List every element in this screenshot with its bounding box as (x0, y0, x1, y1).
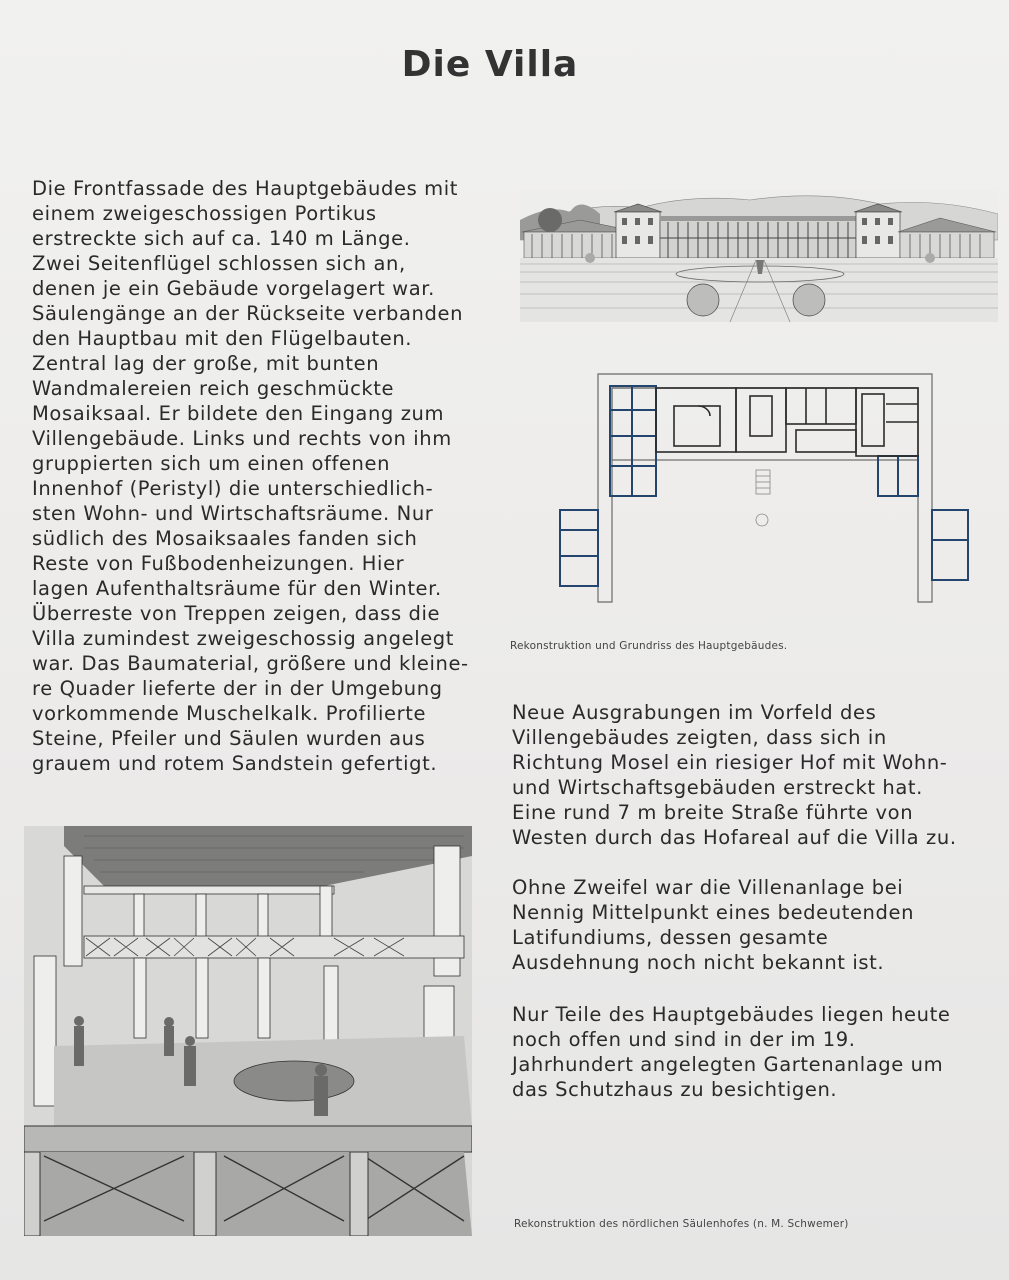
text-line: Die Frontfassade des Hauptgebäudes mit (32, 177, 458, 200)
text-line: Säulengänge an der Rückseite verbanden (32, 302, 464, 325)
text-line: Villa zumindest zweigeschossig angelegt (32, 627, 455, 650)
text-line: Reste von Fußbodenheizungen. Hier (32, 552, 405, 575)
text-line: Steine, Pfeiler und Säulen wurden aus (32, 727, 426, 750)
text-line: Nennig Mittelpunkt eines bedeutenden (512, 901, 915, 924)
text-line: Innenhof (Peristyl) die unterschiedlich- (32, 477, 434, 500)
text-line: Villengebäudes zeigten, dass sich in (512, 726, 887, 749)
main-text (32, 176, 472, 776)
text-line: vorkommende Muschelkalk. Profilierte (32, 702, 427, 725)
villa-facade-illustration (520, 190, 998, 322)
text-line: re Quader lieferte der in der Umgebung (32, 677, 443, 700)
text-line: noch offen und sind in der im 19. (512, 1028, 856, 1051)
paragraph-schutzhaus (512, 1002, 972, 1102)
caption-plan: Rekonstruktion und Grundriss des Hauptgebäudes. (510, 640, 788, 652)
text-line: Westen durch das Hofareal auf die Villa zu. (512, 826, 957, 849)
floor-plan-diagram (556, 370, 1000, 606)
text-line: Latifundiums, dessen gesamte (512, 926, 829, 949)
text-line: Wandmalereien reich geschmückte (32, 377, 395, 400)
text-line: südlich des Mosaiksaales fanden sich (32, 527, 418, 550)
text-line: Ausdehnung noch nicht bekannt ist. (512, 951, 885, 974)
text-line: Zentral lag der große, mit bunten (32, 352, 380, 375)
text-line: erstreckte sich auf ca. 140 m Länge. (32, 227, 411, 250)
courtyard-illustration (24, 826, 472, 1236)
text-line: sten Wohn- und Wirtschaftsräume. Nur (32, 502, 434, 525)
text-line: Villengebäude. Links und rechts von ihm (32, 427, 452, 450)
paragraph-latifundium (512, 875, 972, 975)
text-line: Neue Ausgrabungen im Vorfeld des (512, 701, 877, 724)
text-line: Ohne Zweifel war die Villenanlage bei (512, 876, 904, 899)
text-line: grauem und rotem Sandstein gefertigt. (32, 752, 438, 775)
text-line: war. Das Baumaterial, größere und kleine- (32, 652, 469, 675)
paragraph-excavations (512, 700, 972, 850)
text-line: Eine rund 7 m breite Straße führte von (512, 801, 914, 824)
text-line: gruppierten sich um einen offenen (32, 452, 391, 475)
text-line: Jahrhundert angelegten Gartenanlage um (512, 1053, 944, 1076)
text-line: den Hauptbau mit den Flügelbauten. (32, 327, 413, 350)
text-line: Nur Teile des Hauptgebäudes liegen heute (512, 1003, 951, 1026)
text-line: Zwei Seitenflügel schlossen sich an, (32, 252, 406, 275)
text-line: Richtung Mosel ein riesiger Hof mit Wohn- (512, 751, 948, 774)
caption-courtyard: Rekonstruktion des nördlichen Säulenhofes (n. M. Schwemer) (514, 1218, 849, 1230)
text-line: denen je ein Gebäude vorgelagert war. (32, 277, 435, 300)
text-line: und Wirtschaftsgebäuden erstreckt hat. (512, 776, 923, 799)
text-line: Überreste von Treppen zeigen, dass die (32, 602, 441, 625)
text-line: das Schutzhaus zu besichtigen. (512, 1078, 838, 1101)
text-line: einem zweigeschossigen Portikus (32, 202, 377, 225)
text-line: lagen Aufenthaltsräume für den Winter. (32, 577, 442, 600)
text-line: Mosaiksaal. Er bildete den Eingang zum (32, 402, 445, 425)
page-title: Die Villa (401, 44, 579, 85)
